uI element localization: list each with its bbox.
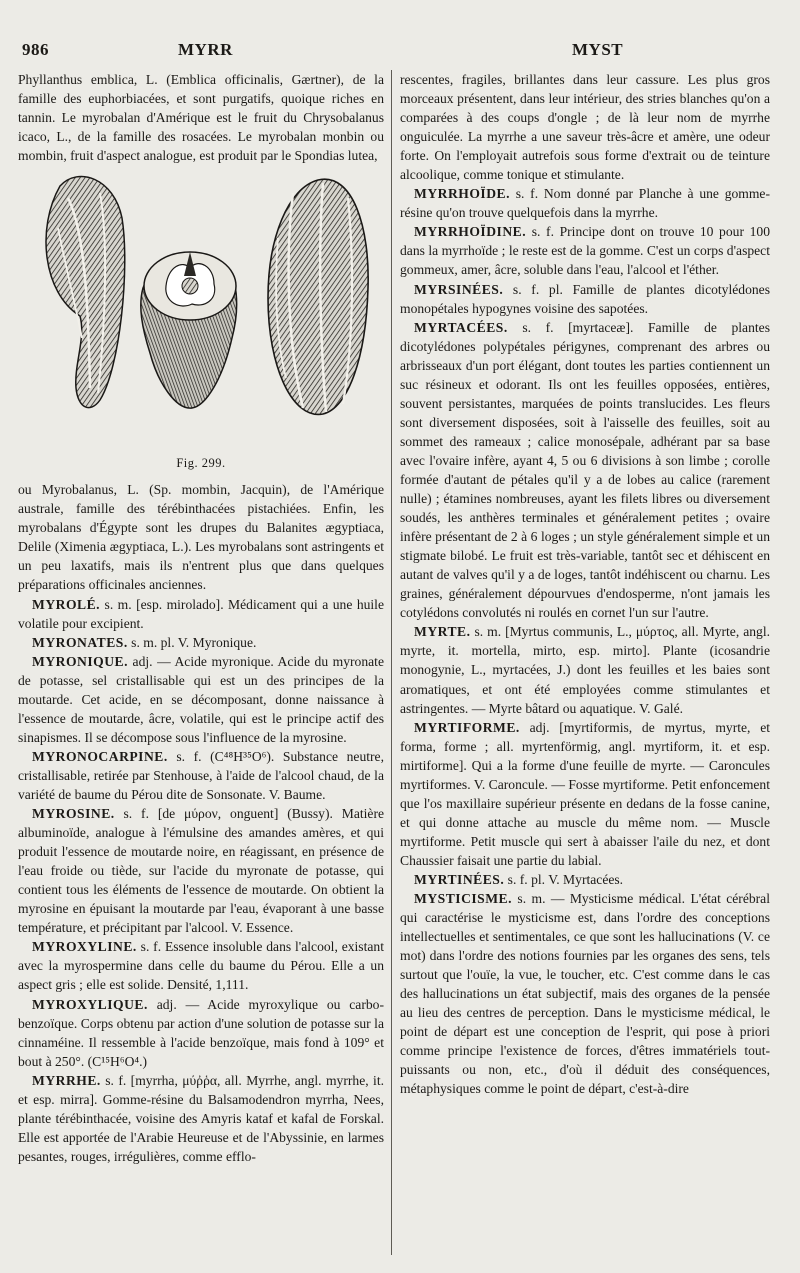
entry-myrole (18, 595, 384, 633)
middle-fruit-drawing (141, 252, 237, 408)
figure-myrobalans (18, 168, 384, 478)
entry-myronique (18, 652, 384, 747)
entry-myrrhoide (400, 184, 770, 222)
definition: s. m. — Mysticisme médical. L'état cérébral qui caractérise le mysticisme est, dans l'ordre des conceptions intellectuelles et sentimentales, ce que sont les hallucinations (V. ce mot) dans l'ordre des notions fournies par les organes des sens, tels surtout que l'ouïe, la vue, le toucher, etc. C'est comme dans le cas des hallucinations un état subjectif, mais des organes de la pensée au lieu des centres de perception. Dans le mysticisme médical, le point de départ est une conception de l'esprit, qui pose à priori comme principe l'existence de forces, d'êtres immatériels tout-puissants ou non, etc., d'où il déduit des conséquences, métaphysiques comme le point de départ, c'est-à-dire (400, 891, 770, 1097)
definition: adj. — Acide myronique. Acide du myronate de potasse, sel cristallisable qui est un des principes de la moutarde. Cet acide, en se décomposant, donne naissance à l'essence de moutarde, âcre, volatile, qui est le principe actif des sinapismes. Il se décompose sous l'influence de la myrosine. (18, 653, 384, 745)
entry-myrtinees (400, 870, 770, 889)
entry-mysticisme (400, 889, 770, 1099)
entry-myrtacees (400, 318, 770, 623)
headword: MYROXYLINE. (32, 939, 137, 955)
entry-myroxyline (18, 937, 384, 994)
entry-myrtiforme (400, 718, 770, 870)
definition: s. f. [de μύρον, onguent] (Bussy). Matière albuminoïde, analogue à l'émulsine des amandes amères, et qui produit l'essence de moutarde noire, en réagissant, en présence de l'eau froide ou tiède, sur l'acide du myronate de potasse, qui contient tous les éléments de l'essence de moutarde. On obtient la myrosine en épuisant la moutarde par l'eau, évaporant à une basse température, et précipitant par l'alcool. V. Essence. (18, 806, 384, 936)
myrobalan-entry-end: ou Myrobalanus, L. (Sp. mombin, Jacquin), de l'Amérique australe, famille des térébinthacées pistachiées. Enfin, les myrobalans d'Égypte sont les drupes du Balanites ægyptiaca, Delile (Ximenia ægyptiaca, L.). Les myrobalans sont astringents et un peu laxatifs, mais ils n'entrent plus que dans quelques préparations officinales anciennes. (18, 482, 384, 593)
headword: MYRSINÉES. (414, 281, 504, 297)
entry-myrte (400, 622, 770, 717)
entry-myrosine (18, 804, 384, 937)
left-fruit-drawing (46, 177, 125, 408)
right-column (400, 70, 770, 1099)
headword: MYRONOCARPINE. (32, 748, 168, 764)
myrobalan-entry-continuation: Phyllanthus emblica, L. (Emblica officinalis, Gærtner), de la famille des euphorbiacées, et sont purgatifs, quoique riches en tannin. Le myrobalan d'Amérique est le fruit du Chrysobalanus icaco, L., de la famille des rosacées. Le myrobalan monbin ou mombin, fruit d'aspect analogue, est produit par le Spondias lutea, (18, 72, 384, 164)
definition: adj. — Acide myroxylique ou carbo-benzoïque. Corps obtenu par action d'une solution de potasse sur la cinnaméine. Il ressemble à l'acide benzoïque, mais fond à 109° et bout à 250°. (C¹⁵H⁶O⁴.) (18, 996, 384, 1069)
definition: s. f. Principe dont on trouve 10 pour 100 dans la myrrhoïde ; le reste est de la gomme. C'est un corps d'aspect gommeux, amer, âcre, soluble dans l'eau, l'alcool et l'éther. (400, 224, 770, 278)
headword: MYRONATES. (32, 634, 128, 650)
figure-caption: Fig. 299. (176, 456, 226, 471)
headword: MYRRHOÏDINE. (414, 224, 527, 240)
definition: s. f. Nom donné par Planche à une gomme-résine qu'on trouve quelquefois dans la myrrhe. (400, 186, 770, 221)
entry-myroxylique (18, 995, 384, 1071)
headword: MYRTIFORME. (414, 719, 520, 735)
left-running-head: MYRR (178, 40, 233, 59)
headword: MYROSINE. (32, 806, 115, 822)
headword: MYRRHOÏDE. (414, 186, 511, 202)
entry-myronocarpine (18, 747, 384, 804)
entry-myrrhe (18, 1071, 384, 1166)
left-column (18, 70, 384, 1166)
headword: MYROLÉ. (32, 596, 101, 612)
definition: s. f. (C⁴⁸H³⁵O⁶). Substance neutre, cristallisable, retirée par Stenhouse, à l'aide de l'alcool chaud, de la variété de baume du Pérou dite de Sonsonate. V. Baume. (18, 748, 384, 802)
definition: s. m. pl. V. Myronique. (127, 634, 257, 650)
headword: MYRONIQUE. (32, 653, 129, 669)
myrobalan-fruits-illustration (18, 168, 384, 453)
definition: s. m. [Myrtus communis, L., μύρτος, all. Myrte, angl. myrte, it. mortella, mirto, esp. mirto]. Plante (icosandrie monogynie, L., myrtacées, J.) dont les feuilles et les baies sont aromatiques, et ont été employées comme stimulantes et astringentes. — Myrte bâtard ou aquatique. V. Galé. (400, 624, 770, 716)
entry-myrsinees (400, 280, 770, 318)
page-number: 986 (22, 40, 49, 59)
definition: s. m. [esp. mirolado]. Médicament qui a une huile volatile pour excipient. (18, 596, 384, 631)
definition: s. f. pl. Famille de plantes dicotylédones monopétales hypogynes voisine des sapotées. (400, 281, 770, 316)
definition: s. f. pl. V. Myrtacées. (504, 871, 624, 887)
definition: adj. [myrtiformis, de myrtus, myrte, et forma, forme ; all. myrtenförmig, angl. myrtiform, it. et esp. mirtiforme]. Qui a la forme d'une feuille de myrte. — Caroncules myrtiformes. V. Caroncule. — Fosse myrtiforme. Petit enfoncement que l'os maxillaire supérieur présente en dedans de la fosse canine, et qui donne attache au muscle du même nom. — Muscle myrtiforme. Petit muscle qui sert à abaisser l'aile du nez, et dont Chaussier faisait une partie du labial. (400, 719, 770, 868)
definition: s. f. [myrrha, μύῤῥα, all. Myrrhe, angl. myrrhe, it. et esp. mirra]. Gomme-résine du Balsamodendron myrrha, Nees, plante térébinthacée, voisine des Amyris kataf et kafal de Forskal. Elle est apportée de l'Arabie Heureuse et de l'Abyssinie, en larmes pesantes, rouges, irrégulières, comme efflo- (18, 1072, 384, 1164)
headword: MYRRHE. (32, 1072, 101, 1088)
entry-myrrhoidine (400, 222, 770, 279)
definition: s. f. Essence insoluble dans l'alcool, existant avec la myrospermine dans celle du baume du Pérou. Elle a un aspect gris ; elle est solide. Densité, 1,111. (18, 939, 384, 993)
definition: s. f. [myrtaceæ]. Famille de plantes dicotylédones polypétales périgynes, comprenant des arbres ou arbrisseaux d'un port élégant, dont toutes les parties contiennent un suc résineux et odorant. Ils ont les feuilles opposées, entières, souvent persistantes, marquées de points translucides. Les fleurs sont diversement disposées, soit à l'aisselle des feuilles, soit au sommet des rameaux ; calice monosépale, adhérant par sa base avec l'ovaire infère, ayant 4, 5 ou 6 divisions à son limbe ; corolle formée d'autant de pétales qu'il y a de lobes au calice (rarement nulle) ; étamines nombreuses, ayant les filets libres ou diversement soudés, les anthères terminales et généralement petites ; ovaire infère présentant de 2 à 6 loges ; un style généralement simple et un stigmate bilobé. Le fruit est très-variable, tantôt sec et déhiscent en autant de valves qu'il y a de loges, tantôt indéhiscent ou charnu. Les graines, généralement dépourvues d'endosperme, n'ont jamais les cotylédons convolutés ni roulés en cornet l'un sur l'autre. (400, 319, 770, 621)
column-divider (391, 70, 392, 1255)
headword: MYSTICISME. (414, 891, 513, 907)
headword: MYRTACÉES. (414, 319, 508, 335)
right-fruit-drawing (268, 179, 368, 414)
myrrhe-entry-continuation: rescentes, fragiles, brillantes dans leur cassure. Les plus gros morceaux présentent, dans leur intérieur, des stries blanches qu'on a comparées à des coups d'ongle ; de là leur nom de myrrhe onguiculée. La myrrhe a une saveur très-âcre et amère, une odeur forte. On l'employait autrefois sous forme d'extrait ou de teinture alcoolique, comme tonique et stimulante. (400, 72, 770, 183)
entry-myronates (18, 633, 384, 652)
headword: MYROXYLIQUE. (32, 996, 148, 1012)
right-running-head: MYST (572, 40, 624, 59)
headword: MYRTINÉES. (414, 871, 505, 887)
headword: MYRTE. (414, 624, 471, 640)
